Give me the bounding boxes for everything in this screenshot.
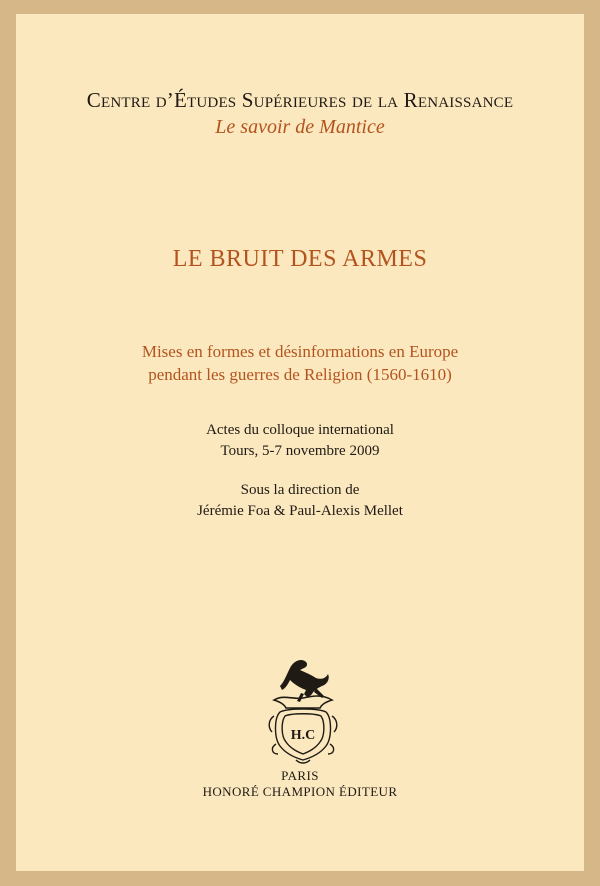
editors-line-1: Sous la direction de (240, 482, 360, 498)
series-name: Centre d’Études Supérieures de la Renaissance (86, 88, 514, 112)
colloquium-line-2: Tours, 5-7 novembre 2009 (220, 443, 380, 459)
emblem-monogram: H.C (290, 728, 316, 743)
collection-name: Le savoir de Mantice (215, 116, 385, 138)
colloquium-line-1: Actes du colloque international (206, 422, 394, 438)
subtitle-line-2: pendant les guerres de Religion (1560-1610) (148, 365, 452, 384)
publisher-name: HONORÉ CHAMPION ÉDITEUR (202, 784, 398, 799)
horse-crest-emblem-icon (260, 654, 346, 766)
book-title: LE BRUIT DES ARMES (172, 246, 428, 272)
publisher-city: PARIS (281, 768, 319, 783)
book-subtitle (16, 340, 584, 386)
colloquium-info (16, 420, 584, 462)
subtitle-line-1: Mises en formes et désinformations en Europe (141, 342, 459, 361)
editors-info (16, 480, 584, 522)
editors-line-2: Jérémie Foa & Paul-Alexis Mellet (197, 503, 403, 519)
book-cover (16, 14, 584, 871)
